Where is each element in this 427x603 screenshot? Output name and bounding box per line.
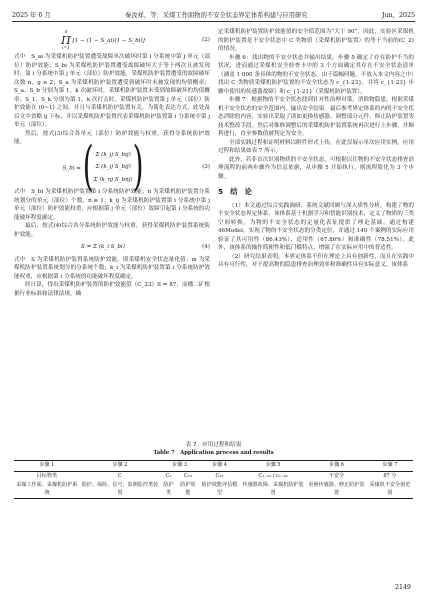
table-cell: 更换传感器、修正防护装置 bbox=[308, 482, 365, 496]
table-header-cell: 步骤 1 bbox=[39, 462, 55, 468]
formula-4-body: S = Σ (k_i S_bi) bbox=[81, 244, 125, 250]
formula-3-row: Σ (k_nj S_bnj) bbox=[93, 176, 133, 183]
header-date: 2025 年 6 月 bbox=[12, 11, 51, 19]
table-cell: C₂₃ bbox=[215, 472, 224, 479]
table-cell: 防护、保险、信号、监测监控类装置 bbox=[81, 482, 159, 496]
page-number: 2149 bbox=[394, 584, 411, 591]
section-heading: 5 结 论 bbox=[218, 187, 252, 196]
table-caption-en: Table 7 Application process and results bbox=[153, 450, 274, 456]
header-title: 秦汝祥，等：采煤工作面物的不安全状态界定体系构建与应用研究 bbox=[125, 11, 308, 19]
table-cell: 不安全 bbox=[328, 472, 345, 479]
paragraph: 最后，按式(4)综合各分系统防护效能与权重，获得采煤机防护装置系统防护效能。 bbox=[14, 223, 210, 238]
table-header-cell: 步骤 4 bbox=[211, 462, 227, 468]
table-cell: 防护效能评估模型 bbox=[201, 482, 238, 496]
formula-2-body: [1 − (1 − S_ai)(1 − S_bi)] bbox=[72, 38, 145, 44]
header-rule bbox=[12, 21, 415, 22]
bracket-icon: ) bbox=[132, 134, 144, 198]
table-caption: 表 7 应用过程和结果 bbox=[185, 442, 242, 448]
running-header bbox=[12, 8, 415, 20]
table-cell: 采煤工作面、采煤机防护系统 bbox=[16, 482, 78, 496]
paragraph: 步骤 6：找出物的不安全状态并输出结果。步骤 5 确定了存在防护不当的状况，进而通过采煤机安全检查卡中的 3 个方面确定其存在不安全状态清单（涵盖 1 000 条具体的物的不安全状态，由于篇幅问题，不放入本文内容之中）找出 C 类物质采煤机防护装置的不安全状态为 c_{1-23}，并将 c_{1-23} 步骤中使用的传感器故障）和 c_{1-21}（采煤机防护装置）。 bbox=[218, 54, 414, 95]
formula-3-row: Σ (k_ij S_bij) bbox=[95, 151, 131, 158]
table-cell: C₁₋₂₃ / c₁₋₄₂ bbox=[258, 472, 288, 479]
formula-2 bbox=[14, 30, 210, 51]
paragraph: 全部实践过程和证明材料以附件形式上传，在此仅展示单次应用实例，应用过程和结果如表 7 所示。 bbox=[218, 139, 414, 154]
table-row bbox=[14, 481, 413, 499]
table-cell: 87 分 bbox=[383, 472, 397, 479]
equation-number: (4) bbox=[202, 244, 210, 250]
sum-symbol: n Π i=1 bbox=[61, 30, 71, 51]
table-header-cell: 步骤 6 bbox=[328, 462, 344, 468]
table-cell: 目标物类 bbox=[36, 472, 58, 479]
paragraph: 此外，若非首次识别物质的不安全状态，可根据以往物的不安全状态排查治理流程的前两步骤作为信息依据，从步骤 5 开始执行，则流程简化为 3 个步骤。 bbox=[218, 156, 414, 180]
table-cell: 采煤机不安全值范围 bbox=[369, 482, 411, 496]
table-header-row bbox=[14, 461, 413, 472]
paragraph: 式中 S_ai 为采煤机防护装置遭受故障单次破坏时第 i 分系统中第 j 单元（部位）防护效能；S_bi 为采煤机防护装置遭受故障破坏大于等于两次且被发现时，第 i 分系统中第 j 单元（部位）防护效能，采煤机防护装置遭受的故障破坏次数 n，g ≥ 2；S_a 为采煤机防护装置遭受到破坏时未被发现的均值概率；S_a、S_b 分别为第 1、k 次破坏时，采煤机防护装置未受到故障破坏的均值概率；S_1、S_k 分别为第 1、k 次打击时，采煤机防护装置第 j 单元（部位）防护效能在 (0~1) 之间，并且与采煤机防护装置有关。为简化表达方式，此处及后文中省略 ij 下标，并以采煤机防护装置代表采煤机防护装置第 i 分系统中第 j 单元（部位）。 bbox=[14, 54, 210, 128]
right-column bbox=[218, 28, 414, 270]
table-cell: 防护效能 bbox=[180, 482, 196, 496]
paragraph: （2）研究结果表明，本界定体系不但在理论上具有创新性，而且在实践中具有可行性，对于提高物的隐患排查治理效率和准确性具有实际意义。该体系 bbox=[218, 253, 414, 268]
table-row bbox=[14, 471, 413, 481]
paragraph: 式中 S_bi 为采煤机防护装置第 i 分系统防护效能；n 为采煤机防护装置分系统划分的单元（部位）个数，n ≥ 1；k_ij 为采煤机防护装置第 i 分系统中第 j 单元（部位）防护效能权重，应根据第 j 单元（部位）故障引起第 i 分系统的功能破坏程度确定。 bbox=[14, 189, 210, 221]
formula-3-row: Σ (k_ij S_bij) bbox=[95, 164, 131, 170]
paragraph: （1）本文通过综合实践调研、系统文献回顾与深入质性分析，构建了物的不安全状态界定体系。该体系基于机器学习和智能识别技术，定义了物质的三类空间转换，为物的不安全状态的定量化表征提供了理论基础。通过构建 46Model，实现了物的不安全状态的分类定位，并通过 140 个案例的实际应用验证了其可用性（86.43%）、适用性（67.86%）和准确性（78.51%）。此外，该体系的操作简便性和低门槛特点，增强了在实际应用中的普适性。 bbox=[218, 202, 414, 251]
table-cell: C₂ bbox=[165, 472, 172, 479]
paragraph: 定采煤机防护装置防护效能值的安全值范围为“大于 90”，因此，实验区采煤机的防护装置是不安全状态中 C 类物质（采煤机防护装置）的等于当前的(C_2)的情况。 bbox=[218, 29, 414, 52]
table-7 bbox=[14, 441, 413, 499]
table-cell: C₂₃ bbox=[183, 472, 192, 479]
table-header-cell: 步骤 7 bbox=[382, 462, 398, 468]
table-cell: 防护类 bbox=[163, 482, 174, 496]
paragraph: 式中 S 为采煤机防护装置系统防护效能，即采煤机安全状态量化值；m 为采煤机防护装置系统划分的分系统个数；k_i 为采煤机防护装置第 i 分系统防护效能权重，应根据第 i 分系统的功能破坏程度确定。 bbox=[14, 256, 210, 280]
left-column bbox=[14, 28, 210, 298]
header-issue: Jun，2025 bbox=[382, 11, 415, 19]
equation-number: (2) bbox=[202, 37, 210, 44]
table-cell: 传感器故障、采煤机防护装置 bbox=[242, 482, 304, 496]
table-header-cell: 步骤 3 bbox=[171, 462, 187, 468]
equation-number: (3) bbox=[202, 164, 210, 170]
paragraph: 步骤 7：根据物的不安全状态找到针对性治理对策，消除物隐患。根据采煤机不安全状态的安全范围内，输出安全结果。最后参考界定体系的内的不安全状态消除的内容，实验出采取了诸如更换传感器、调整部分元件、修正防护装置等技术整改手段。然后对维修调整后的采煤机防护装置系统再次进行上步骤，并顺利进行，直至参数值被判定为安全。 bbox=[218, 97, 414, 137]
results-table bbox=[14, 460, 413, 499]
paragraph: 经计算，得出采煤机防护装置的防护效能值（C_23）S = 87，而播二矿根据行业标准和法律法规，确 bbox=[14, 282, 210, 297]
table-header-cell: 步骤 5 bbox=[265, 462, 281, 468]
table-cell: C bbox=[117, 472, 122, 479]
bracket-icon: ( bbox=[82, 134, 94, 198]
paragraph: 然后，按式(3)综合各单元（部位）防护效能与权重，获得分系统防护效能。 bbox=[14, 130, 210, 145]
table-header-cell: 步骤 2 bbox=[112, 462, 128, 468]
formula-3-lhs: S_bi = bbox=[62, 164, 81, 171]
formula-4 bbox=[14, 243, 210, 252]
